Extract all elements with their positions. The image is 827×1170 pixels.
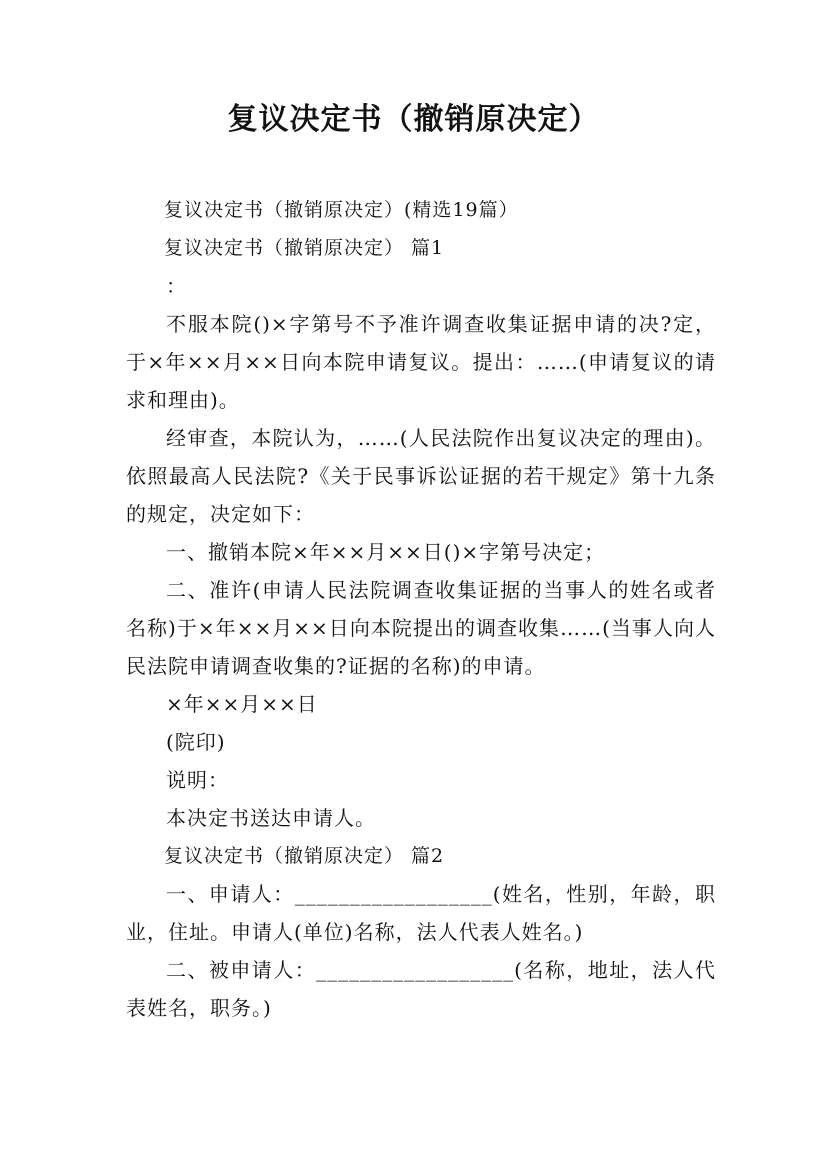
court-seal-line: (院印) <box>166 730 226 754</box>
section-heading-1: 复议决定书（撤销原决定） 篇1 <box>164 237 445 259</box>
applicant-field: 一、申请人：__________________(姓名，性别，年龄，职业，住址。申请人(单位)名称，法人代表人姓名。) <box>126 882 716 944</box>
date-line: ×年××月××日 <box>166 692 318 716</box>
decision-item-2: 二、准许(申请人民法院调查收集证据的当事人的姓名或者名称)于×年××月××日向本院提出的调查收集……(当事人向人民法院申请调查收集的?证据的名称)的申请。 <box>126 578 716 678</box>
note-text: 本决定书送达申请人。 <box>166 806 376 830</box>
addressee-line: ： <box>166 274 187 298</box>
body-paragraph: 经审查，本院认为，……(人民法院作出复议决定的理由)。依照最高人民法院?《关于民事诉讼证据的若干规定》第十九条的规定，决定如下： <box>126 426 716 526</box>
document-body <box>126 191 716 1027</box>
document-title: 复议决定书（撤销原决定） <box>227 102 600 137</box>
decision-item-1: 一、撤销本院×年××月××日()×字第号决定； <box>166 540 606 564</box>
note-label: 说明： <box>166 768 229 792</box>
section-heading-2: 复议决定书（撤销原决定） 篇2 <box>164 845 445 867</box>
respondent-field: 二、被申请人：__________________(名称，地址，法人代表姓名，职务。) <box>126 958 716 1020</box>
collection-subtitle: 复议决定书（撤销原决定）(精选19篇） <box>164 199 519 221</box>
body-paragraph: 不服本院()×字第号不予准许调查收集证据申请的决?定，于×年××月××日向本院申请复议。提出：……(申请复议的请求和理由)。 <box>126 312 716 412</box>
